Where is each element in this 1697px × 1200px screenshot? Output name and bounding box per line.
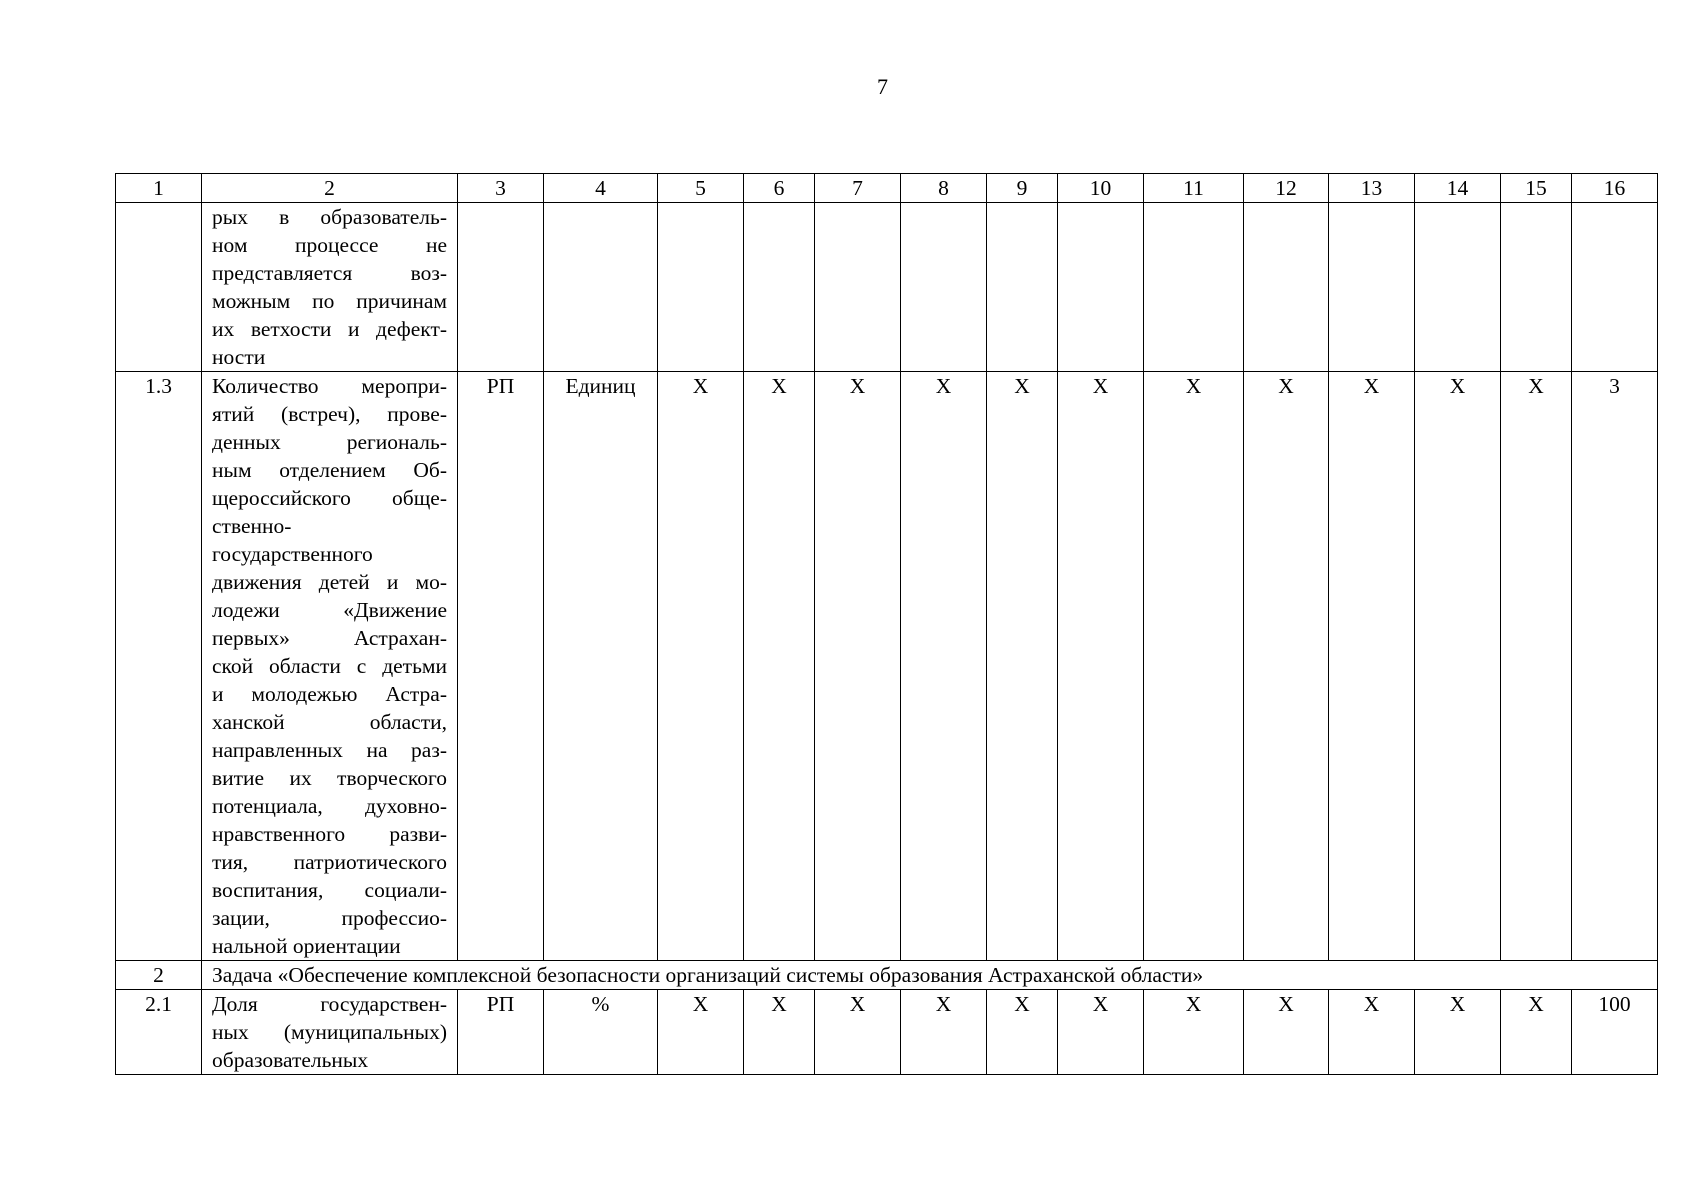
description-line: их ветхости и дефект- [212,317,447,341]
description-line: витие их творческого [212,766,447,790]
row-number: 2.1 [116,990,202,1075]
description-line: лодежи «Движение [212,598,447,622]
table-cell: Х [744,990,815,1075]
indicator-description [202,372,458,961]
description-line: воспитания, социали- [212,878,447,902]
description-line: ханской области, [212,710,447,734]
table-cell: Х [1329,990,1415,1075]
description-line: первых» Астрахан- [212,626,447,650]
description-line: рых в образователь- [212,205,447,229]
column-header: 15 [1501,174,1572,203]
description-line: можным по причинам [212,289,447,313]
column-header: 4 [544,174,658,203]
description-line: нравственного разви- [212,822,447,846]
description-line: ным отделением Об- [212,458,447,482]
table-header-row [116,174,1658,203]
table-cell [744,203,815,372]
table-cell: Х [1244,372,1329,961]
table-cell: % [544,990,658,1075]
description-line: щероссийского обще- [212,486,447,510]
table-cell [1329,203,1415,372]
table-cell: Х [1144,372,1244,961]
column-header: 9 [987,174,1058,203]
table-cell: РП [458,372,544,961]
table-cell [815,203,901,372]
page-number: 7 [877,74,888,99]
description-line: нальной ориентации [212,934,401,958]
description-line: ности [212,345,266,369]
description-line: зации, профессио- [212,906,447,930]
table-cell: Х [1058,990,1144,1075]
description-line: тия, патриотического [212,850,447,874]
table-cell [987,203,1058,372]
column-header: 2 [202,174,458,203]
table-cell: Х [901,372,987,961]
column-header: 6 [744,174,815,203]
table-cell [1501,203,1572,372]
column-header: 14 [1415,174,1501,203]
description-line: Количество меропри- [212,374,447,398]
table-cell: Х [815,372,901,961]
row-number: 1.3 [116,372,202,961]
table-cell: 100 [1572,990,1658,1075]
description-line: Доля государствен- [212,992,447,1016]
table-cell [1058,203,1144,372]
table-cell: Х [658,990,744,1075]
column-header: 10 [1058,174,1144,203]
column-header: 13 [1329,174,1415,203]
description-line: потенциала, духовно- [212,794,447,818]
table-cell: 3 [1572,372,1658,961]
column-header: 3 [458,174,544,203]
description-line: движения детей и мо- [212,570,447,594]
table-cell [1415,203,1501,372]
table-cell: Х [744,372,815,961]
indicator-description [202,203,458,372]
table-cell: Х [1329,372,1415,961]
table-cell: Х [987,372,1058,961]
task-title: Задача «Обеспечение комплексной безопасности организаций системы образования Астраханской области» [202,961,1658,990]
column-header: 8 [901,174,987,203]
column-header: 1 [116,174,202,203]
table-cell: Х [1144,990,1244,1075]
table-cell: Х [1244,990,1329,1075]
table-cell [1244,203,1329,372]
row-number [116,203,202,372]
table-cell [658,203,744,372]
table-cell: Х [1501,372,1572,961]
table-cell: Х [1415,372,1501,961]
description-line: направленных на раз- [212,738,447,762]
table-cell [1144,203,1244,372]
description-line: образовательных [212,1048,369,1072]
description-line: ственно- [212,514,292,538]
column-header: 7 [815,174,901,203]
table-cell [1572,203,1658,372]
column-header: 16 [1572,174,1658,203]
table-row [116,961,1658,990]
column-header: 11 [1144,174,1244,203]
column-header: 12 [1244,174,1329,203]
table-cell [544,203,658,372]
description-line: представляется воз- [212,261,447,285]
table-cell: Единиц [544,372,658,961]
table-cell: РП [458,990,544,1075]
table-row [116,372,1658,961]
description-line: и молодежью Астра- [212,682,447,706]
indicators-table [115,173,1658,1075]
table-cell: Х [815,990,901,1075]
indicator-description [202,990,458,1075]
table-row [116,990,1658,1075]
description-line: ятий (встреч), прове- [212,402,447,426]
table-cell: Х [1058,372,1144,961]
table-cell: Х [901,990,987,1075]
table-row [116,203,1658,372]
table-cell [458,203,544,372]
column-header: 5 [658,174,744,203]
table-cell: Х [658,372,744,961]
description-line: ской области с детьми [212,654,447,678]
row-number: 2 [116,961,202,990]
table-cell: Х [1501,990,1572,1075]
table-cell [901,203,987,372]
table-cell: Х [1415,990,1501,1075]
description-line: государственного [212,542,373,566]
description-line: денных региональ- [212,430,447,454]
table-cell: Х [987,990,1058,1075]
description-line: ных (муниципальных) [212,1020,447,1044]
description-line: ном процессе не [212,233,447,257]
